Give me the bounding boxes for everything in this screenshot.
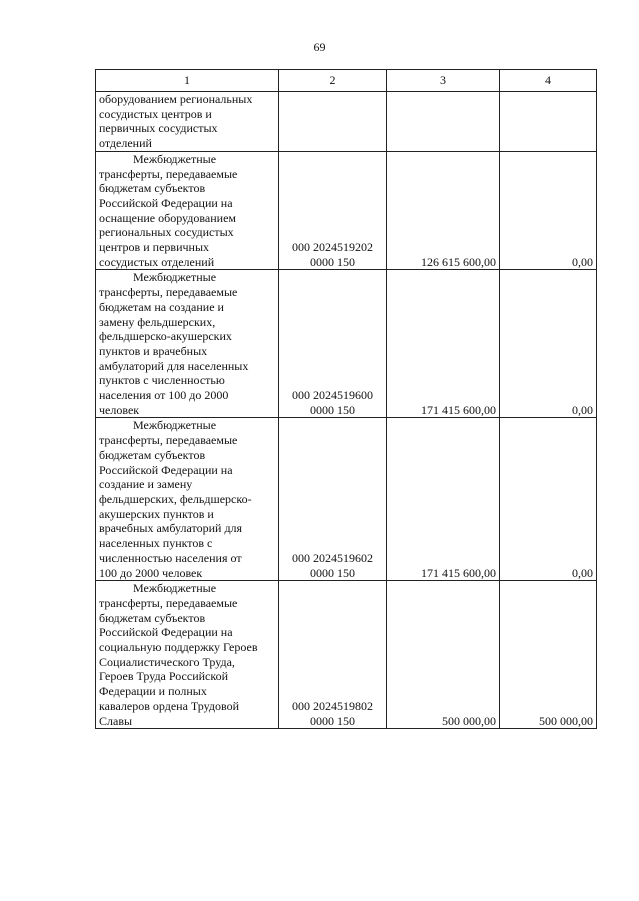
description-text: трансферты, передаваемые [99,433,238,448]
description-text: пунктов с численностью [99,373,225,388]
description-text: первичных сосудистых [99,121,218,136]
amount-col4: 500 000,00 [500,581,597,729]
table-row [96,270,597,418]
description-text: Межбюджетные [133,581,217,596]
description-text: трансферты, передаваемые [99,285,238,300]
budget-code [279,270,387,418]
description-text: трансферты, передаваемые [99,595,238,610]
description-line [99,581,275,596]
amount-col4: 0,00 [500,418,597,581]
amount-col4: 0,00 [500,151,597,270]
budget-code-line: 0000 150 [310,254,355,269]
amount-col3: 126 615 600,00 [387,151,500,270]
column-header: 1 [96,70,279,92]
budget-code-line: 000 2024519802 [292,698,373,713]
description-text: населенных пунктов с [99,536,213,551]
description-line [99,611,275,626]
description-text: центров и первичных [99,240,210,255]
transfer-description [96,418,279,581]
amount-col3 [387,92,500,152]
description-line [99,270,275,285]
description-text: оснащение оборудованием [99,210,237,225]
description-text: Российской Федерации на [99,195,233,210]
description-line [99,240,275,255]
description-line [99,285,275,300]
description-line [99,92,275,107]
description-line [99,463,275,478]
description-line [99,669,275,684]
description-line [99,373,275,388]
budget-code [279,418,387,581]
amount-col4 [500,92,597,152]
table-row [96,418,597,581]
column-header: 4 [500,70,597,92]
description-text: сосудистых отделений [99,254,215,269]
description-text: фельдшерско-акушерских [99,329,232,344]
description-line [99,477,275,492]
budget-code-line: 0000 150 [310,713,355,728]
description-line [99,344,275,359]
description-text: Межбюджетные [133,151,217,166]
description-text: Межбюджетные [133,270,217,285]
budget-code-line: 000 2024519600 [292,388,373,403]
amount-col3: 171 415 600,00 [387,270,500,418]
budget-code-line: 0000 150 [310,565,355,580]
budget-table [95,69,597,729]
description-line [99,196,275,211]
description-text: сосудистых центров и [99,106,212,121]
description-text: Славы [99,713,133,728]
description-text: амбулаторий для населенных [99,358,249,373]
description-text: акушерских пунктов и [99,506,214,521]
description-text: бюджетам субъектов [99,610,206,625]
description-line [99,714,275,729]
description-text: бюджетам субъектов [99,447,206,462]
description-line [99,359,275,374]
description-text: численностью населения от [99,550,242,565]
description-line [99,107,275,122]
description-line [99,211,275,226]
description-line [99,152,275,167]
transfer-description [96,92,279,152]
description-text: Российской Федерации на [99,625,233,640]
description-line [99,418,275,433]
description-line [99,551,275,566]
description-line [99,225,275,240]
description-text: оборудованием региональных [99,92,253,106]
description-line [99,625,275,640]
description-line [99,684,275,699]
description-line [99,388,275,403]
description-text: региональных сосудистых [99,225,234,240]
description-text: Межбюджетные [133,418,217,433]
description-line [99,121,275,136]
description-text: населения от 100 до 2000 [99,388,229,403]
description-text: Социалистического Труда, [99,654,235,669]
description-line [99,300,275,315]
column-header: 3 [387,70,500,92]
description-text: трансферты, передаваемые [99,166,238,181]
description-line [99,255,275,270]
description-line [99,448,275,463]
description-text: создание и замену [99,477,193,492]
description-line [99,433,275,448]
transfer-description [96,581,279,729]
amount-col4: 0,00 [500,270,597,418]
table-row [96,92,597,152]
description-line [99,536,275,551]
description-text: врачебных амбулаторий для [99,521,243,536]
budget-code [279,151,387,270]
description-line [99,315,275,330]
description-line [99,640,275,655]
description-line [99,329,275,344]
page-number: 69 [313,40,326,54]
description-text: замену фельдшерских, [99,314,216,329]
description-text: бюджетам субъектов [99,181,206,196]
description-text: Героев Труда Российской [99,669,229,684]
description-line [99,403,275,418]
description-text: 100 до 2000 человек [99,565,203,580]
budget-code-line: 000 2024519202 [292,240,373,255]
description-text: Федерации и полных [99,684,207,699]
column-header: 2 [279,70,387,92]
amount-col3: 500 000,00 [387,581,500,729]
transfer-description [96,270,279,418]
description-line [99,566,275,581]
description-line [99,655,275,670]
table-row [96,581,597,729]
description-line [99,492,275,507]
description-line [99,181,275,196]
description-text: пунктов и врачебных [99,343,208,358]
table-header-row [96,70,597,92]
description-line [99,167,275,182]
budget-code [279,92,387,152]
description-line [99,507,275,522]
description-text: бюджетам на создание и [99,299,224,314]
description-line [99,136,275,151]
description-text: фельдшерских, фельдшерско- [99,491,252,506]
budget-code [279,581,387,729]
description-line [99,521,275,536]
description-text: социальную поддержку Героев [99,640,258,655]
transfer-description [96,151,279,270]
description-line [99,699,275,714]
budget-code-line: 0000 150 [310,402,355,417]
description-text: отделений [99,136,152,151]
budget-code-line: 000 2024519602 [292,550,373,565]
table-row [96,151,597,270]
description-line [99,596,275,611]
amount-col3: 171 415 600,00 [387,418,500,581]
description-text: кавалеров ордена Трудовой [99,698,239,713]
description-text: человек [99,402,140,417]
description-text: Российской Федерации на [99,462,233,477]
